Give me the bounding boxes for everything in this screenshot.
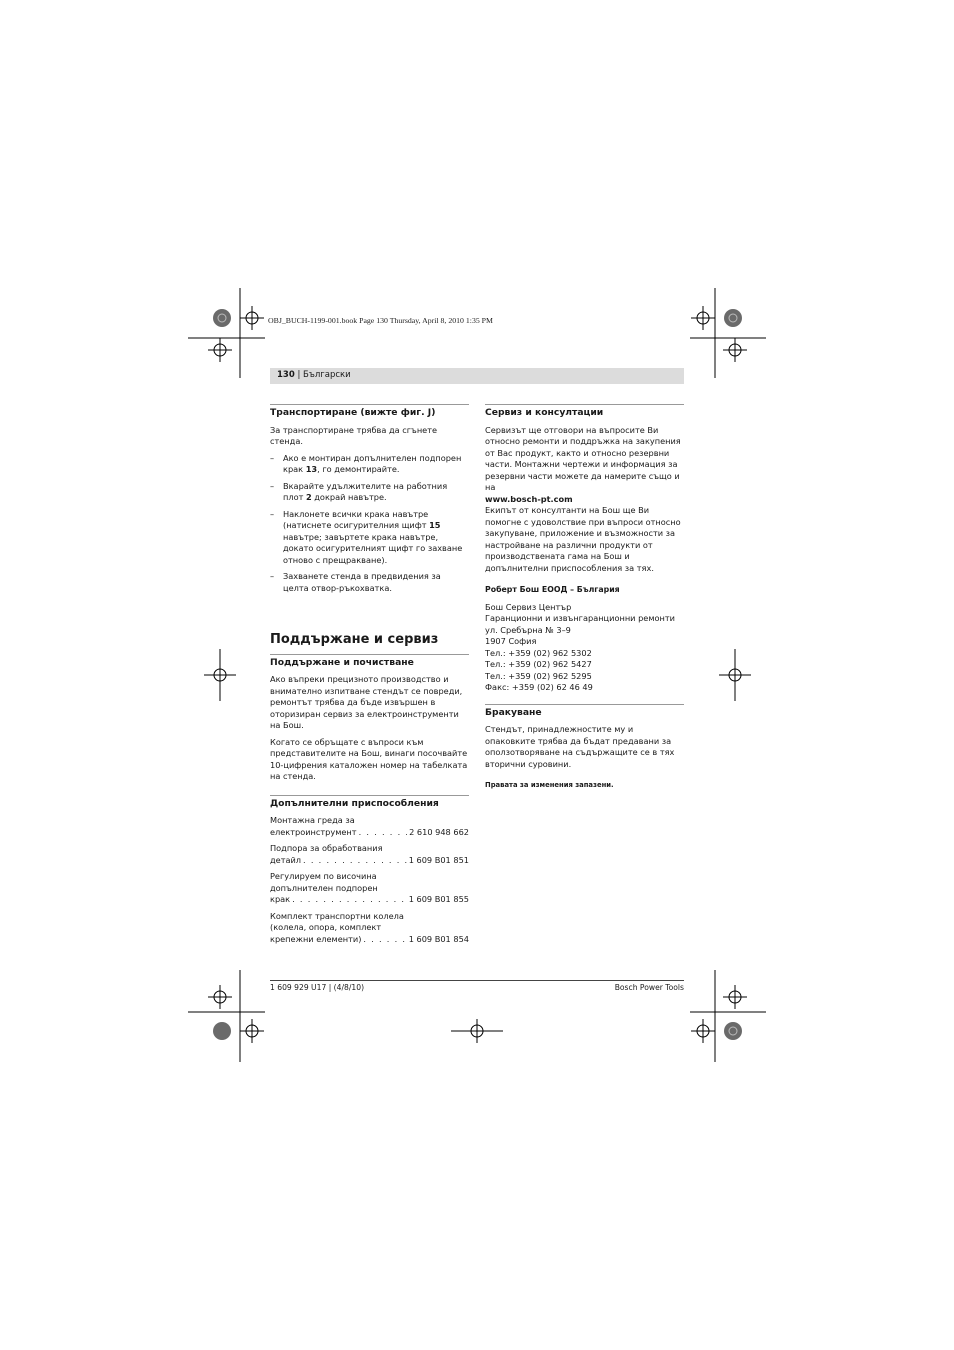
address-line: Факс: +359 (02) 62 46 49 <box>485 682 593 692</box>
header-language: Български <box>303 370 351 380</box>
footer-divider <box>270 980 684 981</box>
address-line: ул. Сребърна № 3–9 <box>485 624 571 635</box>
accessory-item: Регулируем по височина допълнителен подпорен крак . . . 1 609 B01 855 <box>270 871 469 906</box>
address-heading: Роберт Бош ЕООД – България <box>485 585 620 594</box>
catalog-number: 1 609 B01 855 <box>408 894 469 904</box>
transport-heading: Транспортиране (вижте фиг. J) <box>270 407 436 418</box>
right-column <box>485 404 684 792</box>
print-info: OBJ_BUCH-1199-001.book Page 130 Thursday, April 8, 2010 1:35 PM <box>268 316 493 325</box>
section-divider <box>270 795 469 796</box>
service-heading: Сервиз и консултации <box>485 407 604 418</box>
transport-list <box>270 453 469 595</box>
address-line: Бош Сервиз Център <box>485 601 572 612</box>
section-divider <box>270 654 469 655</box>
catalog-number: 1 609 B01 854 <box>408 933 469 944</box>
address-line: Гаранционни и извънгаранционни ремонти <box>485 613 675 623</box>
service-url[interactable]: www.bosch-pt.com <box>485 493 573 504</box>
list-item: – Вкарайте удължителите на работния плот 2 докрай навътре. <box>270 481 469 504</box>
footer-catalog: 1 609 929 U17 | (4/8/10) <box>270 983 365 992</box>
accessory-item: Подпора за обработвания детайл . . . 1 609 B01 851 <box>270 843 469 866</box>
address-block <box>485 602 684 694</box>
section-divider <box>485 704 684 705</box>
service-paragraph: Сервизът ще отговори на въпросите Ви относно ремонти и поддръжка на закупения от Вас продукт, както и относно резервни части. Монтажни чертежи и информация за резервни части можете да намерите също и на <box>485 424 681 492</box>
accessories-heading: Допълнителни приспособления <box>270 797 439 809</box>
list-item: – Захванете стенда в предвидения за целта отвор-ръкохватка. <box>270 571 469 594</box>
care-paragraph: Ако въпреки прецизното производство и внимателно изпитване стендът се повреди, ремонтът трябва да бъде извършен в оторизиран сервиз за електроинструменти на Бош. <box>270 674 463 730</box>
footer-brand: Bosch Power Tools <box>614 983 684 992</box>
page-number: 130 <box>277 370 295 380</box>
maintenance-title: Поддържане и сервиз <box>270 632 439 647</box>
accessory-item: Комплект транспортни колела (колела, опора, комплект крепежни елементи) . . . 1 609 B01 854 <box>270 911 469 946</box>
care-paragraph: Когато се обръщате с въпроси към представителите на Бош, винаги посочвайте 10-цифрения каталожен номер на табелката на стенда. <box>270 736 468 781</box>
catalog-number: 2 610 948 662 <box>409 826 469 837</box>
accessory-item: Монтажна греда за електроинструмент . . . 2 610 948 662 <box>270 815 469 838</box>
transport-intro: За транспортиране трябва да сгънете стенда. <box>270 424 438 446</box>
list-item: – Ако е монтиран допълнителен подпорен крак 13, го демонтирайте. <box>270 453 469 476</box>
accessories-list <box>270 815 469 945</box>
address-line: Тел.: +359 (02) 962 5295 <box>485 670 592 681</box>
left-column <box>270 404 469 950</box>
section-divider <box>485 404 684 405</box>
disposal-heading: Бракуване <box>485 706 542 718</box>
disposal-text: Стендът, принадлежностите му и опаковките трябва да бъдат предавани за оползотворяване на съдържащите се в тях вторични суровини. <box>485 724 675 769</box>
care-heading: Поддържане и почистване <box>270 656 414 668</box>
section-divider <box>270 404 469 405</box>
page-header <box>270 368 684 384</box>
rights-notice: Правата за изменения запазени. <box>485 781 614 789</box>
catalog-number: 1 609 B01 851 <box>408 854 469 865</box>
address-line: Тел.: +359 (02) 962 5302 <box>485 647 592 658</box>
address-line: Тел.: +359 (02) 962 5427 <box>485 659 592 669</box>
list-item: – Наклонете всички крака навътре (натиснете осигурителния щифт 15 навътре; завъртете крака навътре, докато осигурителният щифт го захване отново с прещракване). <box>270 509 469 567</box>
address-line: 1907 София <box>485 636 537 646</box>
service-paragraph: Екипът от консултанти на Бош ще Ви помогне с удоволствие при въпроси относно закупуване, приложение и възможности за настройване на различни продукти от производствената гама на Бош и допълнителни приспособления за тях. <box>485 505 681 573</box>
header-separator: | <box>294 370 304 380</box>
